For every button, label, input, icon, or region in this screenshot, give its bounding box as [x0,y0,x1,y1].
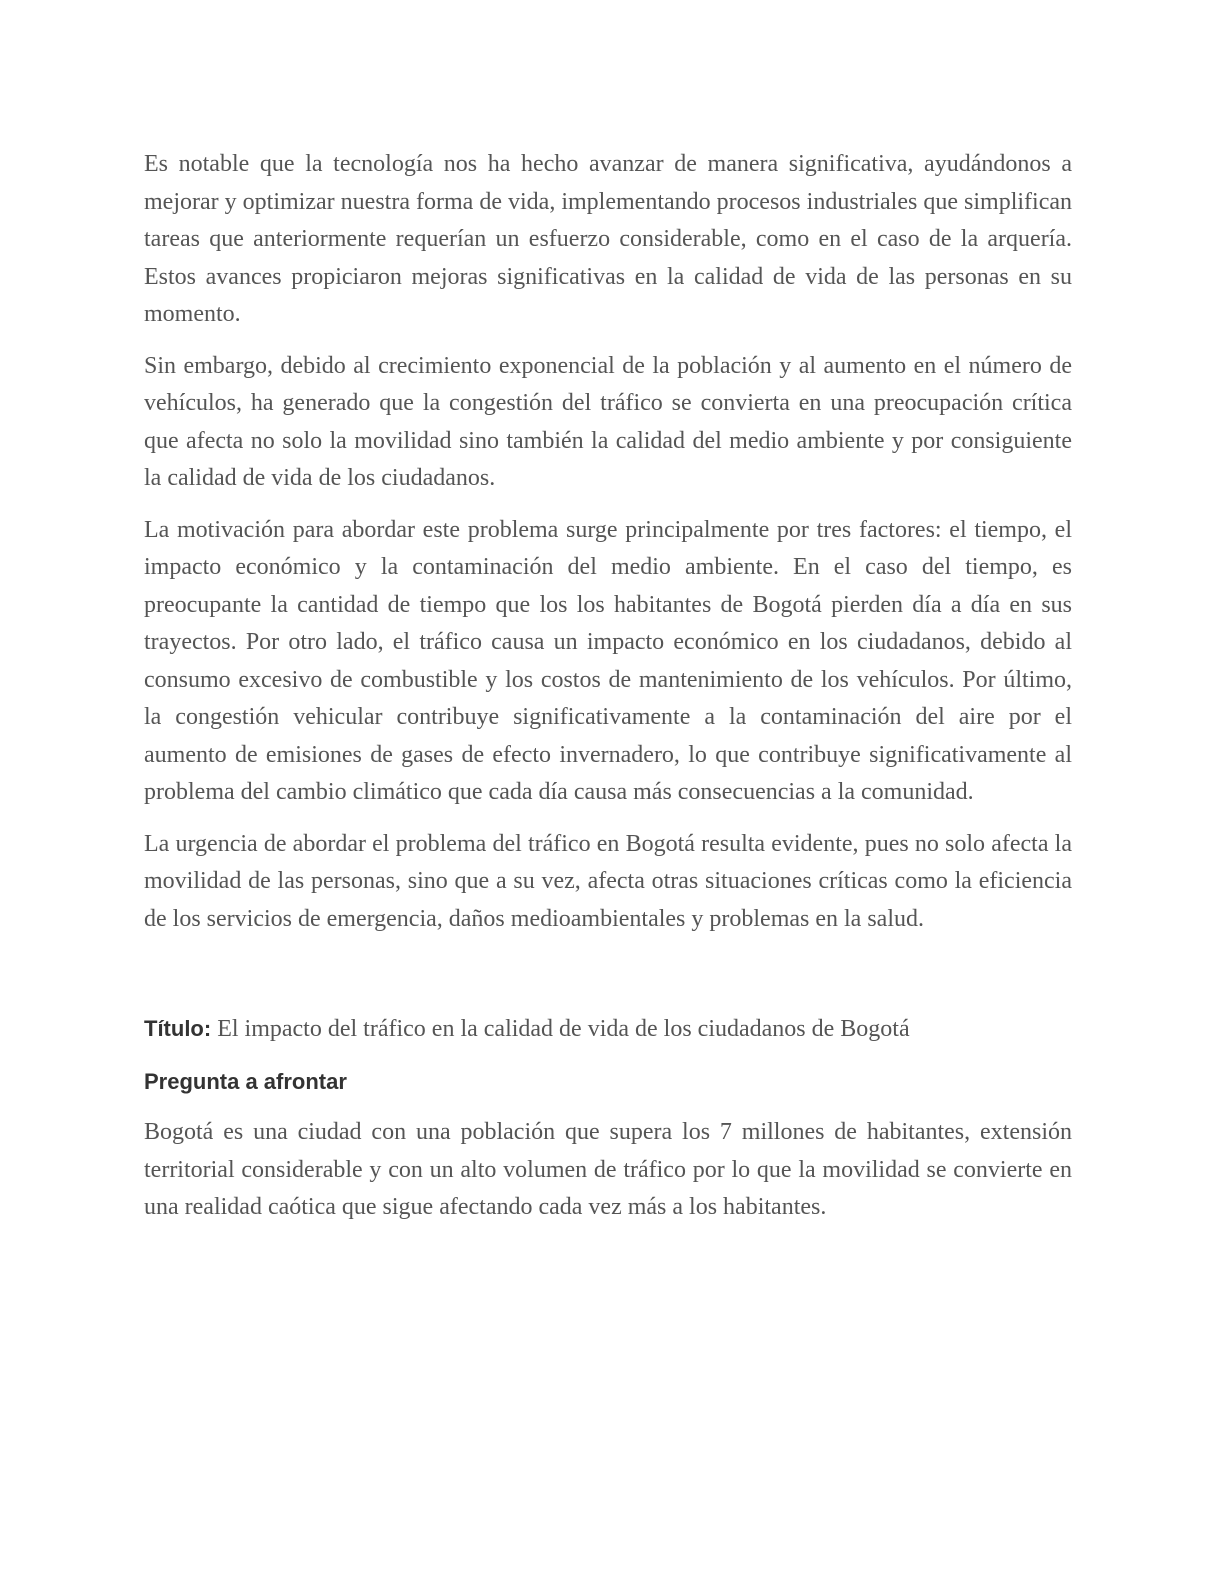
title-label: Título: [144,1016,212,1041]
title-line [144,1010,1072,1049]
section-paragraph: Bogotá es una ciudad con una población que supera los 7 millones de habitantes, extensión territorial considerable y con un alto volumen de tráfico por lo que la movilidad se convierte en una realidad caótica que sigue afectando cada vez más a los habitantes. [144,1119,1072,1220]
title-text: El impacto del tráfico en la calidad de vida de los ciudadanos de Bogotá [217,1016,910,1042]
document-page [144,146,1072,1241]
body-paragraph-2: Sin embargo, debido al crecimiento exponencial de la población y al aumento en el número de vehículos, ha generado que la congestión del tráfico se convierta en una preocupación crítica que afecta no solo la movilidad sino también la calidad del medio ambiente y por consiguiente la calidad de vida de los ciudadanos. [144,352,1072,491]
section-spacer [144,952,1072,1010]
body-paragraph-4: La urgencia de abordar el problema del tráfico en Bogotá resulta evidente, pues no solo afecta la movilidad de las personas, sino que a su vez, afecta otras situaciones críticas como la eficiencia de los servicios de emergencia, daños medioambientales y problemas en la salud. [144,830,1072,932]
section-heading: Pregunta a afrontar [144,1068,347,1094]
body-paragraph-3: La motivación para abordar este problema surge principalmente por tres factores: el tiempo, el impacto económico y la contaminación del medio ambiente. En el caso del tiempo, es preocupante la cantidad de tiempo que los los habitantes de Bogotá pierden día a día en sus trayectos. Por otro lado, el tráfico causa un impacto económico en los ciudadanos, debido al consumo excesivo de combustible y los costos de mantenimiento de los vehículos. Por último, la congestión vehicular contribuye significativamente a la contaminación del aire por el aumento de emisiones de gases de efecto invernadero, lo que contribuye significativamente al problema del cambio climático que cada día causa más consecuencias a la comunidad. [144,516,1072,805]
body-paragraph-1: Es notable que la tecnología nos ha hecho avanzar de manera significativa, ayudándonos a mejorar y optimizar nuestra forma de vida, implementando procesos industriales que simplifican tareas que anteriormente requerían un esfuerzo considerable, como en el caso de la arquería. Estos avances propiciaron mejoras significativas en la calidad de vida de las personas en su momento. [144,151,1072,327]
